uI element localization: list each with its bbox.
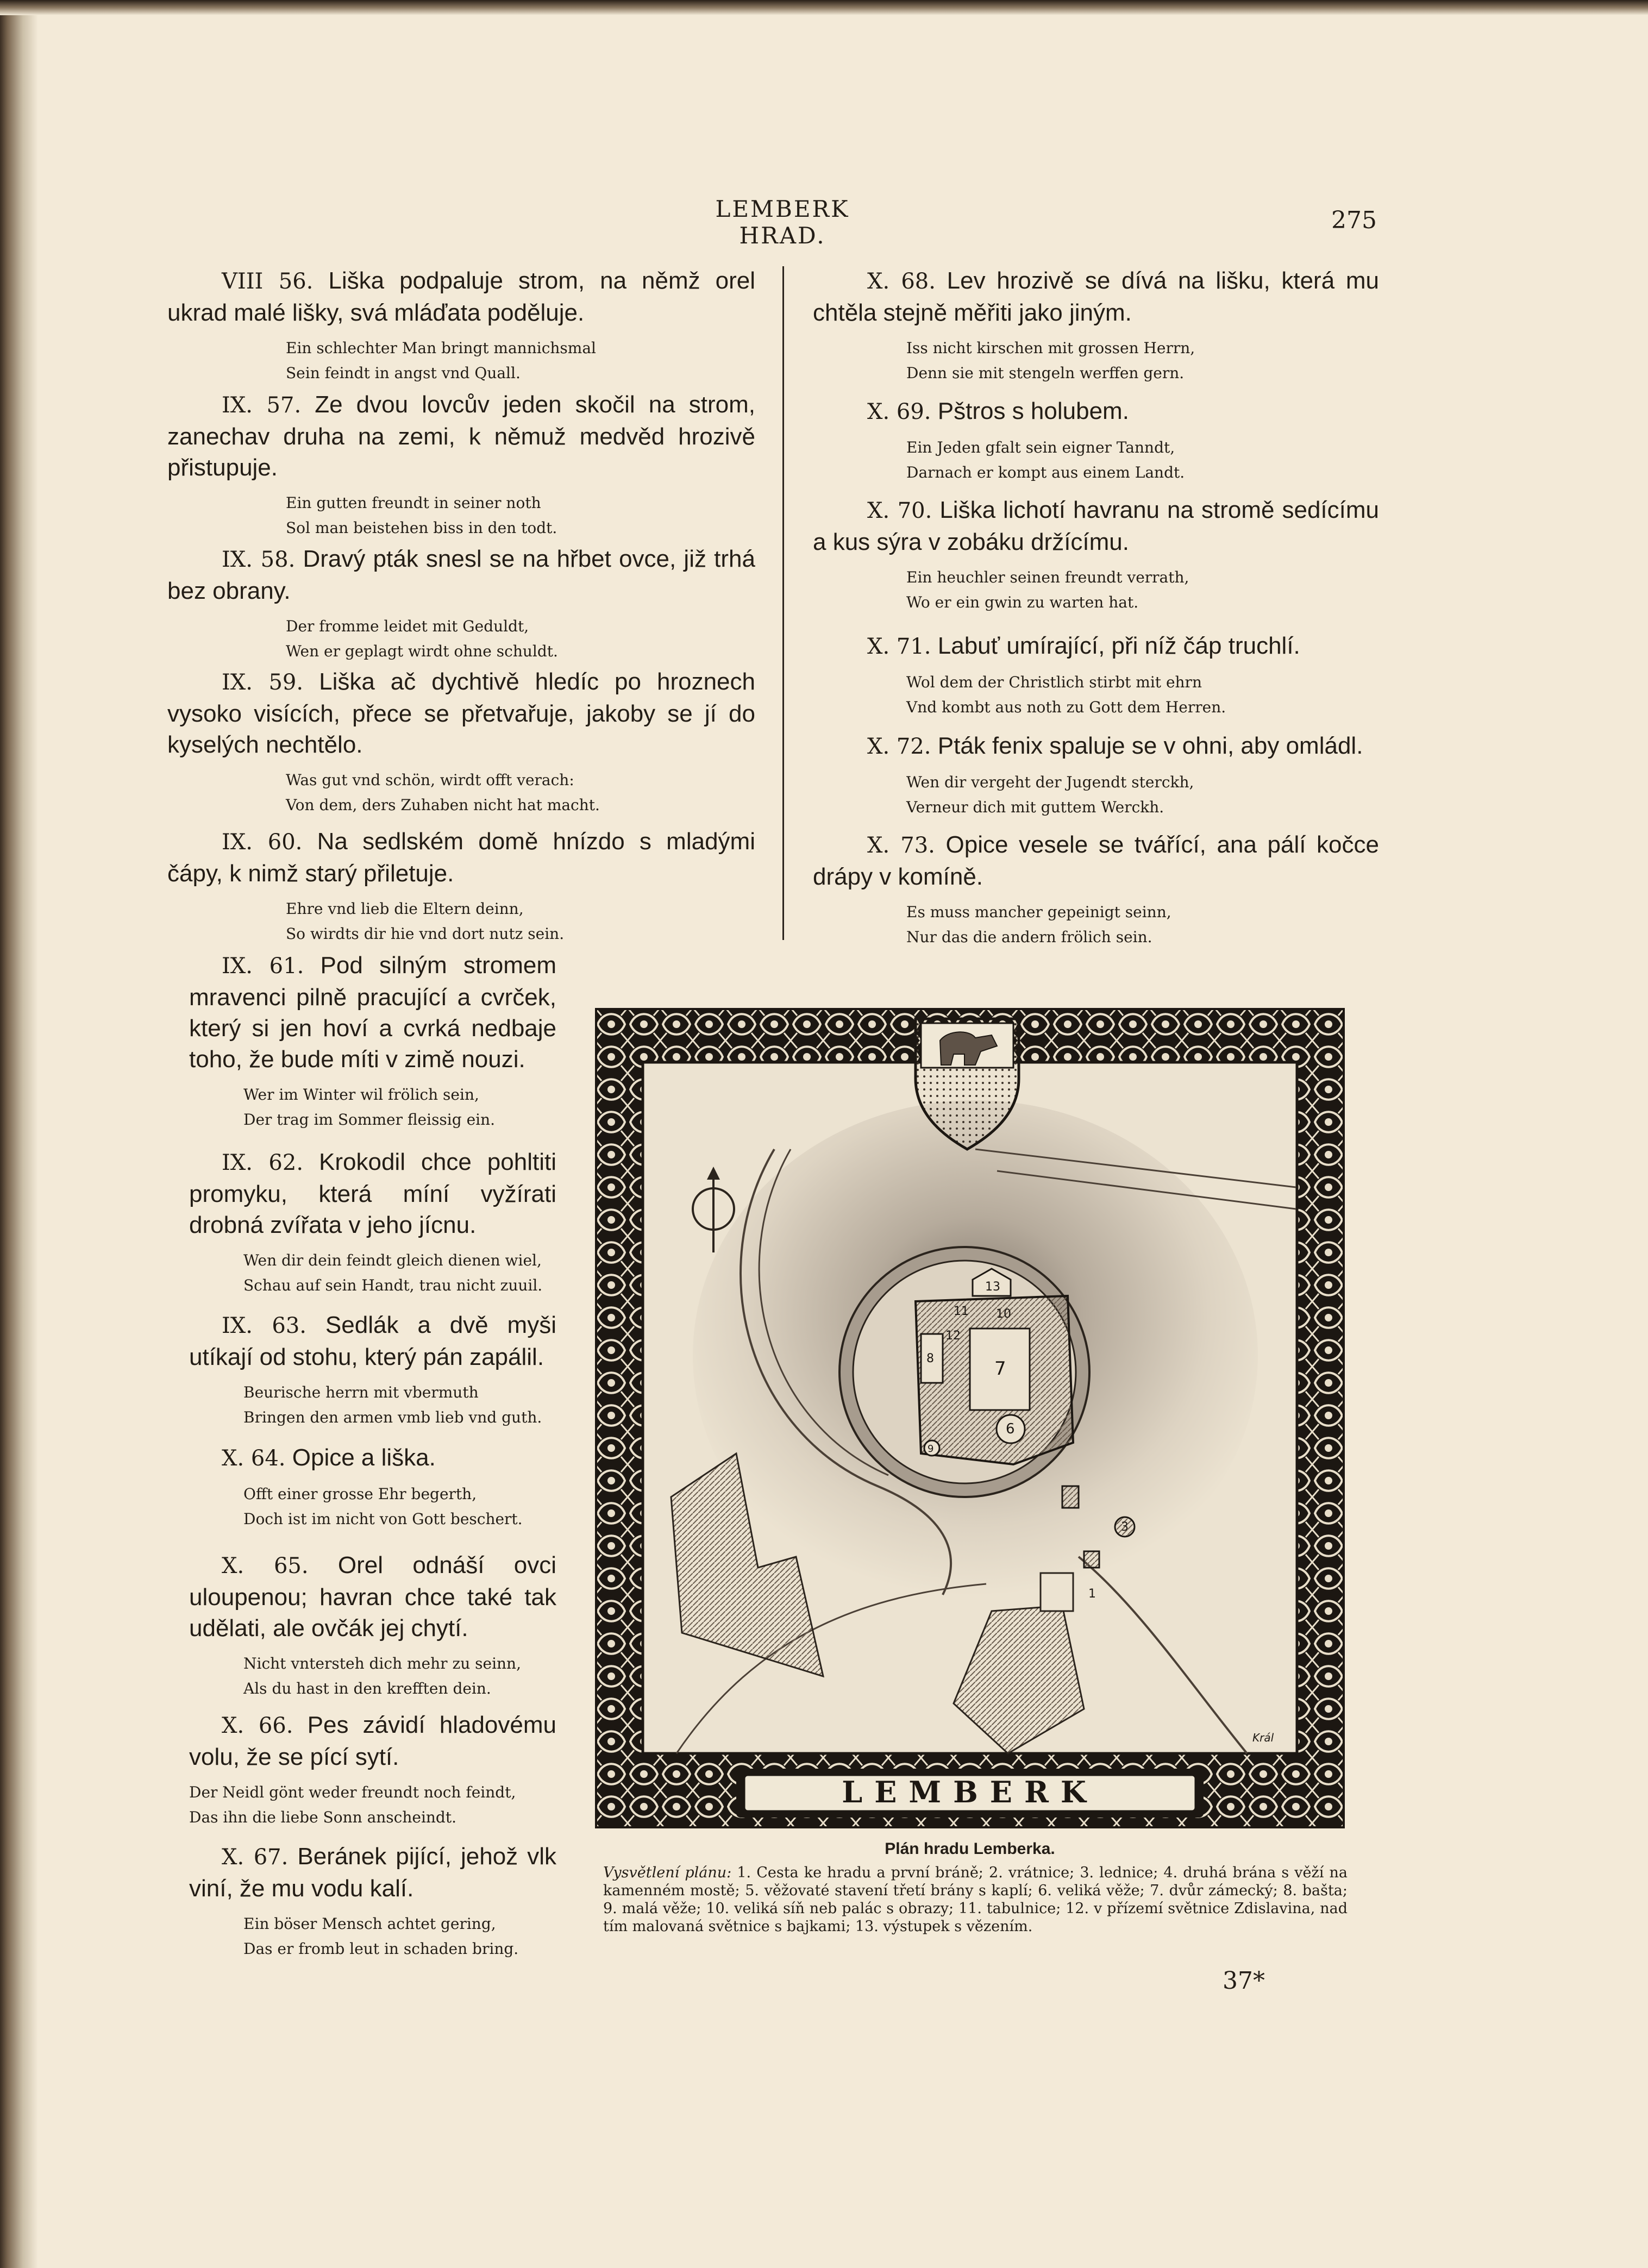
entry-number: IX. 57. [222,393,302,418]
entry-text: Pes závidí hladovému volu, že se pící sytí. [189,1712,556,1770]
fable-entry-56 [167,265,755,386]
verse: Der Neidl gönt weder freundt noch feindt, Das ihn die liebe Sonn anscheindt. [189,1783,516,1826]
caption-lead: Vysvětlení plánu: [603,1864,732,1881]
entry-number: X. 69. [867,399,931,424]
entry-number: IX. 61. [222,954,304,979]
fable-entry-70 [813,494,1379,615]
plan-label: 3 [1121,1520,1129,1534]
verse: Wen dir vergeht der Jugendt sterckh, Verneur dich mit guttem Werckh. [906,773,1194,816]
entry-number: X. 64. [222,1446,286,1471]
entry-number: X. 67. [222,1845,289,1870]
verse: Ein heuchler seinen freundt verrath, Wo er ein gwin zu warten hat. [906,568,1189,611]
entry-text: Beránek pijící, jehož vlk viní, že mu vodu kalí. [189,1843,556,1902]
verse: Ehre vnd lieb die Eltern deinn, So wirdts dir hie vnd dort nutz sein. [286,900,565,943]
page-top-shadow [0,0,1648,15]
plan-label: 8 [926,1352,934,1365]
fable-entry-57 [167,389,755,541]
artist-mark: Král [1252,1731,1274,1744]
entry-text: Orel odnáší ovci uloupenou; havran chce také tak udělati, ale ovčák jej chytí. [189,1552,556,1642]
verse: Wol dem der Christlich stirbt mit ehrn Vnd kombt aus noth zu Gott dem Herren. [906,673,1226,716]
entry-number: VIII 56. [222,269,314,294]
figure-caption [603,1864,1348,1935]
column-rule [782,266,784,940]
entry-text: Pták fenix spaluje se v ohni, aby omládl. [937,732,1363,759]
fable-entry-62 [189,1146,556,1298]
second-gate [1084,1551,1099,1568]
entry-text: Lev hrozivě se dívá na lišku, která mu chtěla stejně měřiti jako jiným. [813,267,1379,326]
verse: Beurische herrn mit vbermuth Bringen den armen vmb lieb vnd guth. [243,1383,542,1426]
fable-entry-68 [813,265,1379,386]
entry-number: IX. 62. [222,1150,304,1175]
fable-entry-66 [189,1709,556,1830]
entry-text: Krokodil chce pohltiti promyku, která míní vyžírati drobná zvířata v jeho jícnu. [189,1149,556,1238]
third-gate [1062,1486,1079,1508]
plan-label: 13 [985,1280,1000,1294]
entry-text: Labuť umírající, při níž čáp truchlí. [937,632,1300,659]
entry-text: Opice a liška. [292,1444,436,1471]
entry-number: X. 66. [222,1713,293,1738]
fable-entry-61 [189,950,556,1132]
caption-text: 1. Cesta ke hradu a první bráně; 2. vrátnice; 3. lednice; 4. druhá brána s věží na kamenném mostě; 5. věžovaté stavení třetí brány s kaplí; 6. veliká věže; 7. dvůr zámecký; 8. bašta; 9. malá věže; 10. veliká síň neb palác s obrazy; 11. tabulnice; 12. v přízemí světnice Zdislavina, nad tím malovaná světnice s bajkami; 13. výstupek s vězením. [603,1864,1348,1935]
fable-entry-73 [813,829,1379,950]
fable-entry-63 [189,1310,556,1430]
fable-entry-64 [189,1442,556,1532]
verse: Ein böser Mensch achtet gering, Das er fromb leut in schaden bring. [243,1915,519,1958]
figure-caption-title: Plán hradu Lemberka. [885,1840,1055,1858]
verse: Es muss mancher gepeinigt seinn, Nur das die andern frölich sein. [906,903,1171,946]
plan-label: 1 [1088,1587,1096,1601]
fable-entry-67 [189,1841,556,1962]
entry-text: Opice vesele se tvářící, ana pálí kočce drápy v komíně. [813,831,1379,890]
entry-number: X. 71. [867,634,931,659]
entry-text: Na sedlském domě hnízdo s mladými čápy, k nimž starý přiletuje. [167,828,755,887]
entry-text: Liška podpaluje strom, na němž orel ukrad malé lišky, svá mláďata poděluje. [167,267,755,326]
entry-text: Pod silným stromem mravenci pilně pracující a cvrček, který si jen hoví a cvrká nedbaje toho, že bude míti v zimě nouzi. [189,952,556,1073]
plan-label: 10 [996,1307,1011,1321]
entry-number: X. 70. [867,498,932,523]
entry-text: Liška ač dychtivě hledíc po hroznech vysoko visících, přece se přetvařuje, jakoby se jí do kyselých nechtělo. [167,668,755,758]
entry-number: IX. 59. [222,670,304,695]
plan-label: 12 [945,1329,961,1343]
entry-number: IX. 60. [222,830,303,855]
verse: Nicht vntersteh dich mehr zu seinn, Als du hast in den krefften dein. [243,1655,521,1697]
fable-entry-65 [189,1550,556,1701]
entry-text: Ze dvou lovcův jeden skočil na strom, zanechav druha na zemi, k němuž medvěd hrozivě přistupuje. [167,391,755,481]
verse: Ein Jeden gfalt sein eigner Tanndt, Darnach er kompt aus einem Landt. [906,438,1185,481]
entry-text: Sedlák a dvě myši utíkají od stohu, který pán zapálil. [189,1312,556,1370]
running-head: LEMBERK HRAD. [715,196,850,249]
entry-text: Pštros s holubem. [937,398,1129,424]
verse: Wen dir dein feindt gleich dienen wiel, Schau auf sein Handt, trau nicht zuuil. [243,1251,543,1294]
fable-entry-72 [813,730,1379,820]
page-number: 275 [1331,206,1377,234]
verse: Wer im Winter wil frölich sein, Der trag im Sommer fleissig ein. [243,1086,496,1129]
plan-label: 11 [954,1305,969,1318]
entry-number: IX. 58. [222,547,296,572]
entry-number: X. 65. [222,1553,309,1578]
verse: Der fromme leidet mit Geduldt, Wen er geplagt wirdt ohne schuldt. [286,617,558,660]
verse: Was gut vnd schön, wirdt offt verach: Von dem, ders Zuhaben nicht hat macht. [286,771,600,814]
fable-entry-58 [167,543,755,664]
castle-plan-svg [595,1008,1345,1828]
banner-text: LEMBERK [842,1775,1098,1809]
castle-plan-figure [595,1008,1345,1828]
plan-label: 7 [994,1358,1006,1380]
verse: Ein schlechter Man bringt mannichsmal Sein feindt in angst vnd Quall. [286,339,596,382]
entry-text: Liška lichotí havranu na stromě sedícímu a kus sýra v zobáku držícímu. [813,497,1379,555]
verse: Iss nicht kirschen mit grossen Herrn, Denn sie mit stengeln werffen gern. [906,339,1195,382]
verse: Ein gutten freundt in seiner noth Sol man beistehen biss in den todt. [286,494,557,537]
entry-number: X. 73. [867,833,935,858]
fable-entry-59 [167,666,755,818]
fable-entry-69 [813,396,1379,485]
entry-number: X. 68. [867,269,936,294]
verse: Offt einer grosse Ehr begerth, Doch ist im nicht von Gott beschert. [243,1485,523,1528]
plan-label: 6 [1006,1421,1015,1437]
fable-entry-71 [813,630,1379,720]
fable-entry-60 [167,826,755,947]
signature-mark: 37* [1223,1967,1265,1995]
entry-number: X. 72. [867,734,931,759]
plan-label: 9 [928,1443,934,1455]
entry-text: Dravý pták snesl se na hřbet ovce, již trhá bez obrany. [167,546,755,604]
page-gutter-shadow [0,0,38,2268]
entry-number: IX. 63. [222,1313,306,1338]
